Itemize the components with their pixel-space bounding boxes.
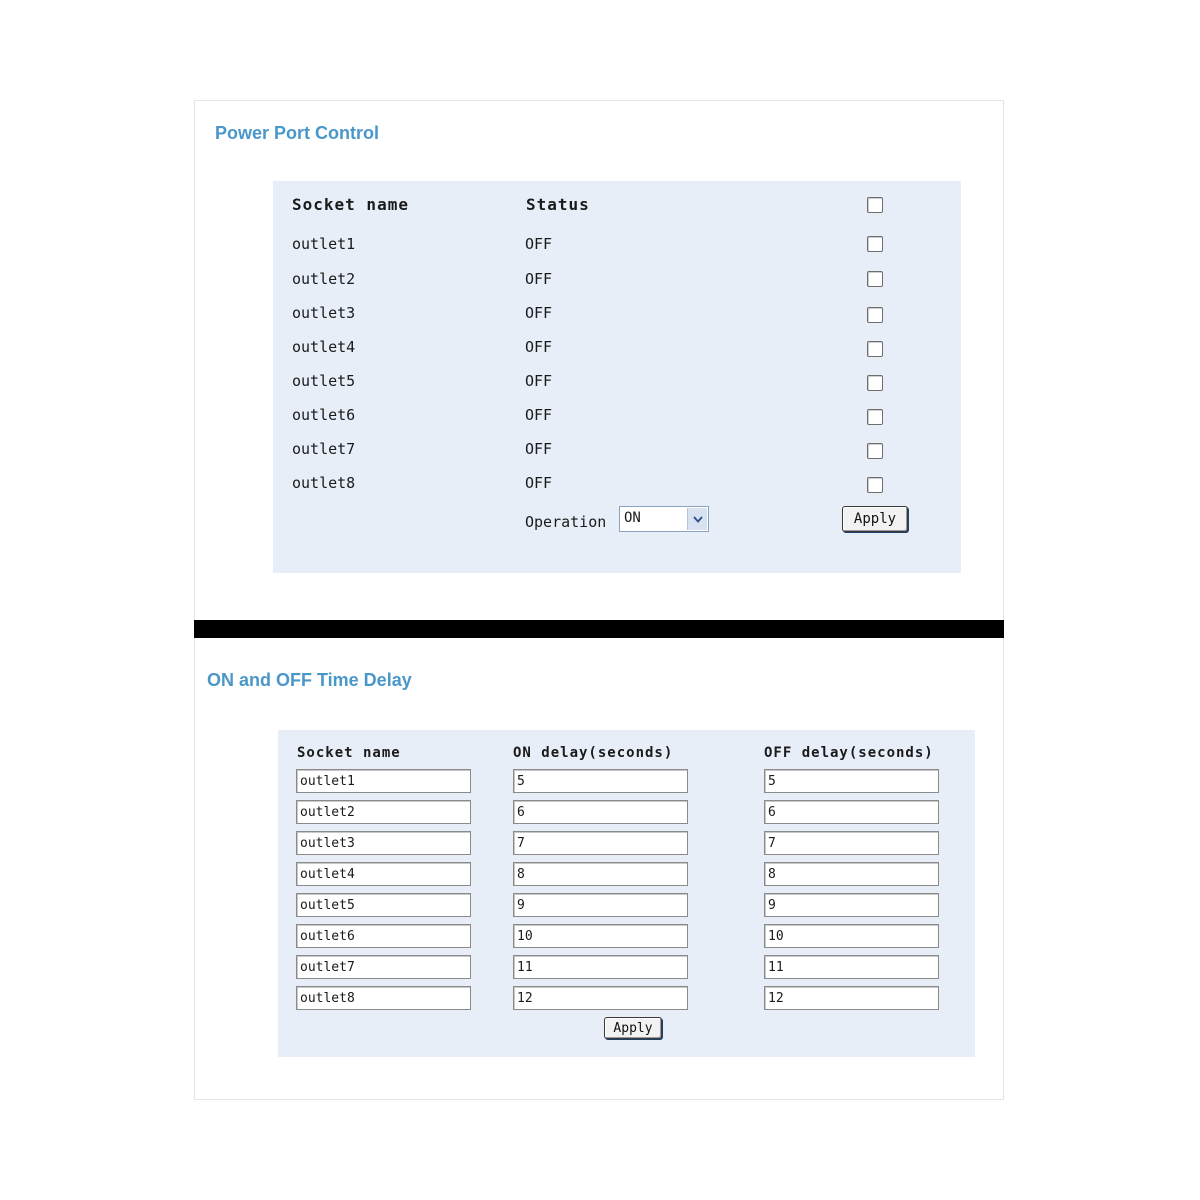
outlet-name: outlet3 (292, 304, 356, 322)
outlet-status: OFF (525, 474, 553, 492)
outlet-status: OFF (525, 235, 553, 253)
outlet-status: OFF (525, 440, 553, 458)
on-delay-input[interactable] (513, 769, 688, 793)
outlet-checkbox[interactable] (867, 477, 883, 493)
outlet-name: outlet7 (292, 440, 356, 458)
outlet-checkbox[interactable] (867, 271, 883, 287)
socket-name-input[interactable] (296, 955, 471, 979)
socket-name-input[interactable] (296, 800, 471, 824)
on-delay-header: ON delay(seconds) (513, 745, 674, 761)
off-delay-input[interactable] (764, 800, 939, 824)
delay-socket-name-header: Socket name (297, 745, 401, 761)
outlet-name: outlet8 (292, 474, 356, 492)
off-delay-input[interactable] (764, 893, 939, 917)
outlet-checkbox[interactable] (867, 307, 883, 323)
outlet-status: OFF (525, 406, 553, 424)
socket-name-header: Socket name (292, 195, 409, 214)
socket-name-input[interactable] (296, 769, 471, 793)
outlet-status: OFF (525, 338, 553, 356)
socket-name-input[interactable] (296, 986, 471, 1010)
socket-name-input[interactable] (296, 831, 471, 855)
on-delay-input[interactable] (513, 986, 688, 1010)
off-delay-input[interactable] (764, 986, 939, 1010)
operation-select[interactable] (619, 506, 709, 532)
off-delay-input[interactable] (764, 769, 939, 793)
outlet-checkbox[interactable] (867, 443, 883, 459)
off-delay-input[interactable] (764, 862, 939, 886)
socket-name-input[interactable] (296, 924, 471, 948)
outlet-checkbox[interactable] (867, 375, 883, 391)
outlet-status: OFF (525, 372, 553, 390)
outlet-name: outlet2 (292, 270, 356, 288)
outlet-status: OFF (525, 270, 553, 288)
on-delay-input[interactable] (513, 924, 688, 948)
select-all-checkbox[interactable] (867, 197, 883, 213)
outlet-checkbox[interactable] (867, 341, 883, 357)
on-delay-input[interactable] (513, 955, 688, 979)
outlet-status: OFF (525, 304, 553, 322)
socket-name-input[interactable] (296, 862, 471, 886)
socket-name-input[interactable] (296, 893, 471, 917)
status-header: Status (526, 195, 590, 214)
operation-label: Operation (525, 513, 607, 531)
power-apply-button[interactable]: Apply (842, 506, 908, 532)
chevron-down-icon[interactable] (687, 508, 707, 530)
outlet-name: outlet4 (292, 338, 356, 356)
off-delay-input[interactable] (764, 831, 939, 855)
outlet-name: outlet1 (292, 235, 356, 253)
time-delay-title: ON and OFF Time Delay (207, 670, 412, 690)
delay-apply-button[interactable]: Apply (604, 1017, 662, 1039)
outlet-checkbox[interactable] (867, 236, 883, 252)
off-delay-input[interactable] (764, 955, 939, 979)
on-delay-input[interactable] (513, 862, 688, 886)
section-divider (194, 620, 1004, 638)
off-delay-input[interactable] (764, 924, 939, 948)
outlet-checkbox[interactable] (867, 409, 883, 425)
operation-selected-value: ON (624, 510, 641, 526)
on-delay-input[interactable] (513, 831, 688, 855)
outlet-name: outlet5 (292, 372, 356, 390)
off-delay-header: OFF delay(seconds) (764, 745, 934, 761)
on-delay-input[interactable] (513, 893, 688, 917)
on-delay-input[interactable] (513, 800, 688, 824)
outlet-name: outlet6 (292, 406, 356, 424)
power-port-control-title: Power Port Control (215, 123, 380, 143)
